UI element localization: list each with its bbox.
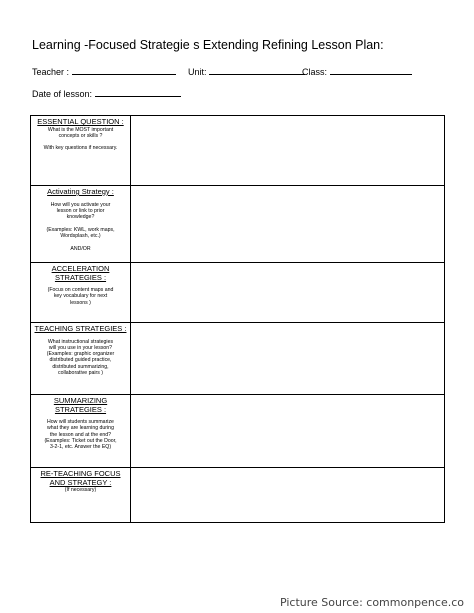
class-label: Class:: [302, 67, 328, 77]
row-text-line: (Examples: KWL, work maps,: [46, 226, 115, 233]
row-response-area[interactable]: [131, 116, 444, 185]
row-label-cell: [31, 323, 131, 394]
row-reteaching-focus: [31, 468, 444, 522]
row-text-line: will you use in your lesson?: [48, 344, 113, 351]
teacher-blank[interactable]: [72, 64, 176, 75]
row-response-area[interactable]: [131, 323, 444, 394]
date-blank[interactable]: [95, 86, 181, 97]
class-blank[interactable]: [330, 64, 412, 75]
row-text-line: lesson or link to prior: [56, 207, 105, 214]
row-text-line: collaborative pairs ): [58, 369, 103, 376]
teacher-field: [32, 64, 176, 77]
row-heading: ESSENTIAL QUESTION :: [37, 117, 124, 126]
row-heading: ACCELERATION STRATEGIES :: [51, 264, 110, 282]
row-heading: TEACHING STRATEGIES :: [34, 324, 127, 333]
row-text-line: What is the MOST important: [47, 126, 114, 133]
row-text-line: Wordsplash, etc.): [60, 232, 101, 239]
row-text-line: (Examples: Ticket out the Door,: [44, 437, 117, 444]
row-activating-strategy: [31, 186, 444, 263]
row-text-line: concepts or skills ?: [58, 132, 103, 139]
row-heading: Activating Strategy :: [47, 187, 114, 196]
row-text-line: key vocabulary for next: [53, 293, 108, 300]
row-label-cell: [31, 186, 131, 262]
row-response-area[interactable]: [131, 395, 444, 467]
row-text-line: distributed guided practice,: [49, 357, 112, 364]
row-teaching-strategies: [31, 323, 444, 395]
picture-source-caption: Picture Source: commonpence.co: [279, 596, 464, 609]
row-text-line: (If necessary): [64, 487, 97, 493]
row-text-line: the lesson and at the end?: [49, 431, 112, 438]
row-text-line: what they are learning during: [47, 425, 114, 432]
row-heading: RE-TEACHING FOCUS AND STRATEGY :: [40, 469, 121, 487]
row-text-line: With key questions if necessary.: [43, 145, 118, 152]
teacher-label: Teacher :: [32, 67, 70, 77]
row-text-line: distributed summarizing,: [52, 363, 109, 370]
lesson-plan-table: [30, 115, 445, 523]
row-text-line: (Focus on content maps and: [47, 287, 114, 293]
row-essential-question: [31, 116, 444, 186]
row-acceleration-strategies: [31, 263, 444, 323]
class-field: [302, 64, 412, 77]
row-label-cell: [31, 263, 131, 322]
row-text-line: AND/OR: [70, 245, 91, 252]
row-text-line: How will you activate your: [50, 201, 111, 208]
row-text-line: What instructional strategies: [47, 338, 114, 345]
row-label-cell: [31, 468, 131, 522]
row-label-cell: [31, 395, 131, 467]
unit-field: [188, 64, 305, 77]
row-response-area[interactable]: [131, 468, 444, 522]
row-heading: SUMMARIZING STRATEGIES :: [53, 396, 108, 414]
unit-blank[interactable]: [209, 64, 305, 75]
date-field: [32, 86, 181, 99]
row-summarizing-strategies: [31, 395, 444, 468]
row-label-cell: [31, 116, 131, 185]
row-text-line: (Examples: graphic organizer: [46, 351, 115, 358]
date-label: Date of lesson:: [32, 89, 93, 99]
row-text-line: knowledge?: [66, 214, 95, 221]
row-text-line: lessons ): [70, 299, 91, 306]
row-response-area[interactable]: [131, 186, 444, 262]
document-title: Learning -Focused Strategie s Extending Refining Lesson Plan:: [32, 38, 384, 52]
row-text-line: 3-2-1, etc. Answer the EQ): [49, 444, 112, 451]
unit-label: Unit:: [188, 67, 207, 77]
row-text-line: How will students summarize: [47, 419, 114, 425]
row-response-area[interactable]: [131, 263, 444, 322]
